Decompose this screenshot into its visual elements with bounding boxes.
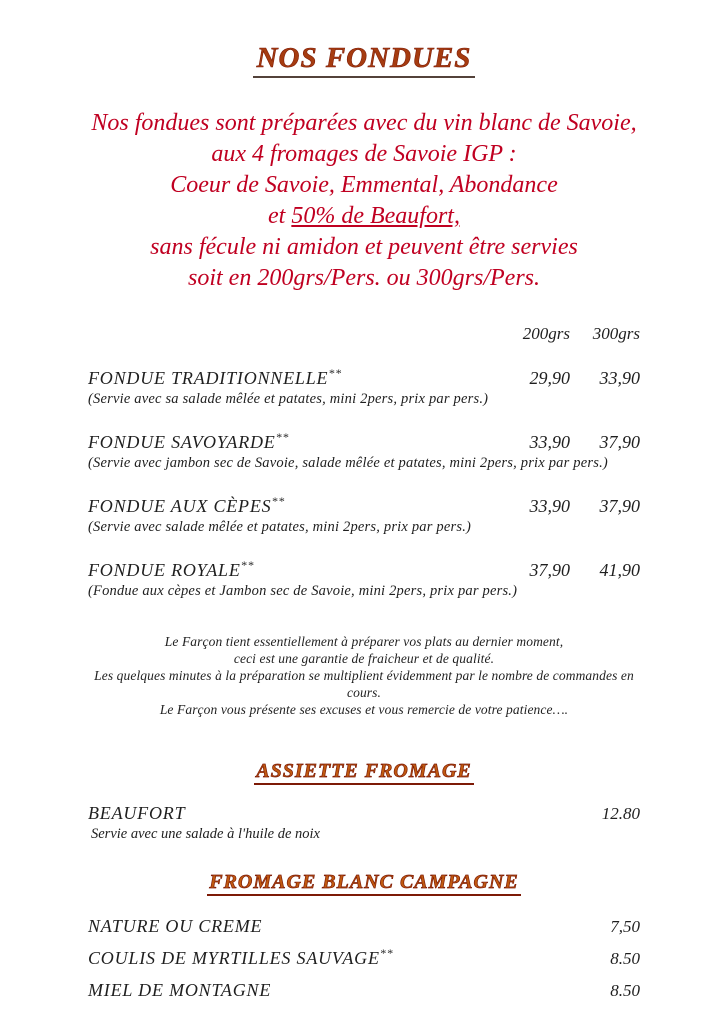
section-heading-assiette-fromage: ASSIETTE FROMAGE — [254, 760, 474, 785]
fondue-name-text: FONDUE TRADITIONNELLE — [88, 368, 329, 388]
item-name — [88, 910, 610, 937]
item-name-text: NATURE OU CREME — [88, 916, 263, 936]
intro-line: Coeur de Savoie, Emmental, Abondance — [170, 172, 558, 198]
fondue-price-200: 33,90 — [529, 496, 570, 516]
fondue-description: (Fondue aux cèpes et Jambon sec de Savoie, mini 2pers, prix par pers.) — [88, 583, 518, 599]
fondue-price-300: 37,90 — [599, 432, 640, 452]
fondue-description: (Servie avec sa salade mêlée et patates, mini 2pers, prix par pers.) — [88, 391, 489, 407]
fromage-blanc-item-nature — [88, 910, 640, 938]
fondue-item-traditionnelle — [88, 366, 640, 408]
cheese-price: 12.80 — [601, 804, 640, 823]
fromage-blanc-item-miel — [88, 974, 640, 1002]
section-heading-fromage-blanc: FROMAGE BLANC CAMPAGNE — [207, 871, 520, 896]
menu-content — [0, 42, 724, 1002]
fondue-price-200: 29,90 — [529, 368, 570, 388]
fondue-name — [88, 558, 500, 581]
item-name-text: COULIS DE MYRTILLES SAUVAGE — [88, 948, 380, 968]
fondue-name — [88, 366, 500, 389]
intro-paragraph — [88, 108, 640, 294]
fondue-item-royale — [88, 558, 640, 600]
intro-line-beaufort — [88, 201, 640, 232]
kitchen-notice — [88, 633, 640, 718]
notice-line: Le Farçon tient essentiellement à préparer vos plats au dernier moment, — [164, 634, 564, 649]
item-price: 7,50 — [610, 917, 640, 936]
fondue-description: (Servie avec salade mêlée et patates, mini 2pers, prix par pers.) — [88, 519, 472, 535]
item-price: 8.50 — [610, 949, 640, 968]
fondue-price-300: 33,90 — [599, 368, 640, 388]
section-heading-fromage-blanc-wrap — [88, 871, 640, 896]
item-stars: ** — [379, 946, 394, 960]
fondue-row — [88, 366, 640, 389]
fondue-name-text: FONDUE ROYALE — [88, 560, 241, 580]
section-heading-assiette-fromage-wrap — [88, 760, 640, 785]
fondue-price-200: 37,90 — [529, 560, 570, 580]
fondue-stars: ** — [275, 430, 290, 444]
price-column-300grs: 300grs — [592, 324, 640, 343]
item-name — [88, 974, 610, 1001]
intro-line: soit en 200grs/Pers. ou 300grs/Pers. — [187, 265, 540, 291]
cheese-row — [88, 803, 640, 824]
cheese-item-beaufort — [88, 803, 640, 843]
intro-line-pre: et — [268, 203, 292, 229]
price-column-200grs: 200grs — [522, 324, 570, 343]
fromage-blanc-items — [88, 910, 640, 1002]
fondue-item-cepes — [88, 494, 640, 536]
item-price: 8.50 — [610, 981, 640, 1000]
fondue-price-200: 33,90 — [529, 432, 570, 452]
price-columns-spacer — [88, 324, 500, 344]
fondue-name-text: FONDUE AUX CÈPES — [88, 496, 272, 516]
menu-title: NOS FONDUES — [253, 42, 476, 78]
fondue-stars: ** — [240, 558, 255, 572]
fondue-name — [88, 494, 500, 517]
item-name — [88, 942, 610, 969]
fondue-price-300: 41,90 — [599, 560, 640, 580]
fondue-row — [88, 430, 640, 453]
notice-line: Les quelques minutes à la préparation se multiplient évidemment par le nombre de commandes en cours. — [94, 668, 634, 700]
fondue-description: (Servie avec jambon sec de Savoie, salade mêlée et patates, mini 2pers, prix par pers.) — [88, 455, 608, 471]
intro-line: aux 4 fromages de Savoie IGP : — [211, 141, 517, 167]
intro-line: sans fécule ni amidon et peuvent être servies — [150, 234, 578, 260]
fondue-stars: ** — [328, 366, 342, 380]
fondue-price-300: 37,90 — [599, 496, 640, 516]
fondue-item-savoyarde — [88, 430, 640, 472]
menu-title-wrap — [88, 42, 640, 78]
item-name-text: MIEL DE MONTAGNE — [88, 980, 272, 1000]
cheese-name: BEAUFORT — [88, 803, 186, 823]
fondue-row — [88, 558, 640, 581]
notice-line: Le Farçon vous présente ses excuses et vous remercie de votre patience…. — [159, 702, 569, 717]
intro-line-underlined: 50% de Beaufort, — [291, 203, 460, 229]
cheese-description: Servie avec une salade à l'huile de noix — [91, 826, 320, 842]
fromage-blanc-item-coulis — [88, 942, 640, 970]
fondue-name-text: FONDUE SAVOYARDE — [88, 432, 276, 452]
price-columns-header — [88, 324, 640, 344]
intro-line: Nos fondues sont préparées avec du vin blanc de Savoie, — [91, 110, 637, 136]
fondue-row — [88, 494, 640, 517]
notice-line: ceci est une garantie de fraicheur et de qualité. — [233, 651, 495, 666]
fondue-stars: ** — [271, 494, 286, 508]
fondue-name — [88, 430, 500, 453]
